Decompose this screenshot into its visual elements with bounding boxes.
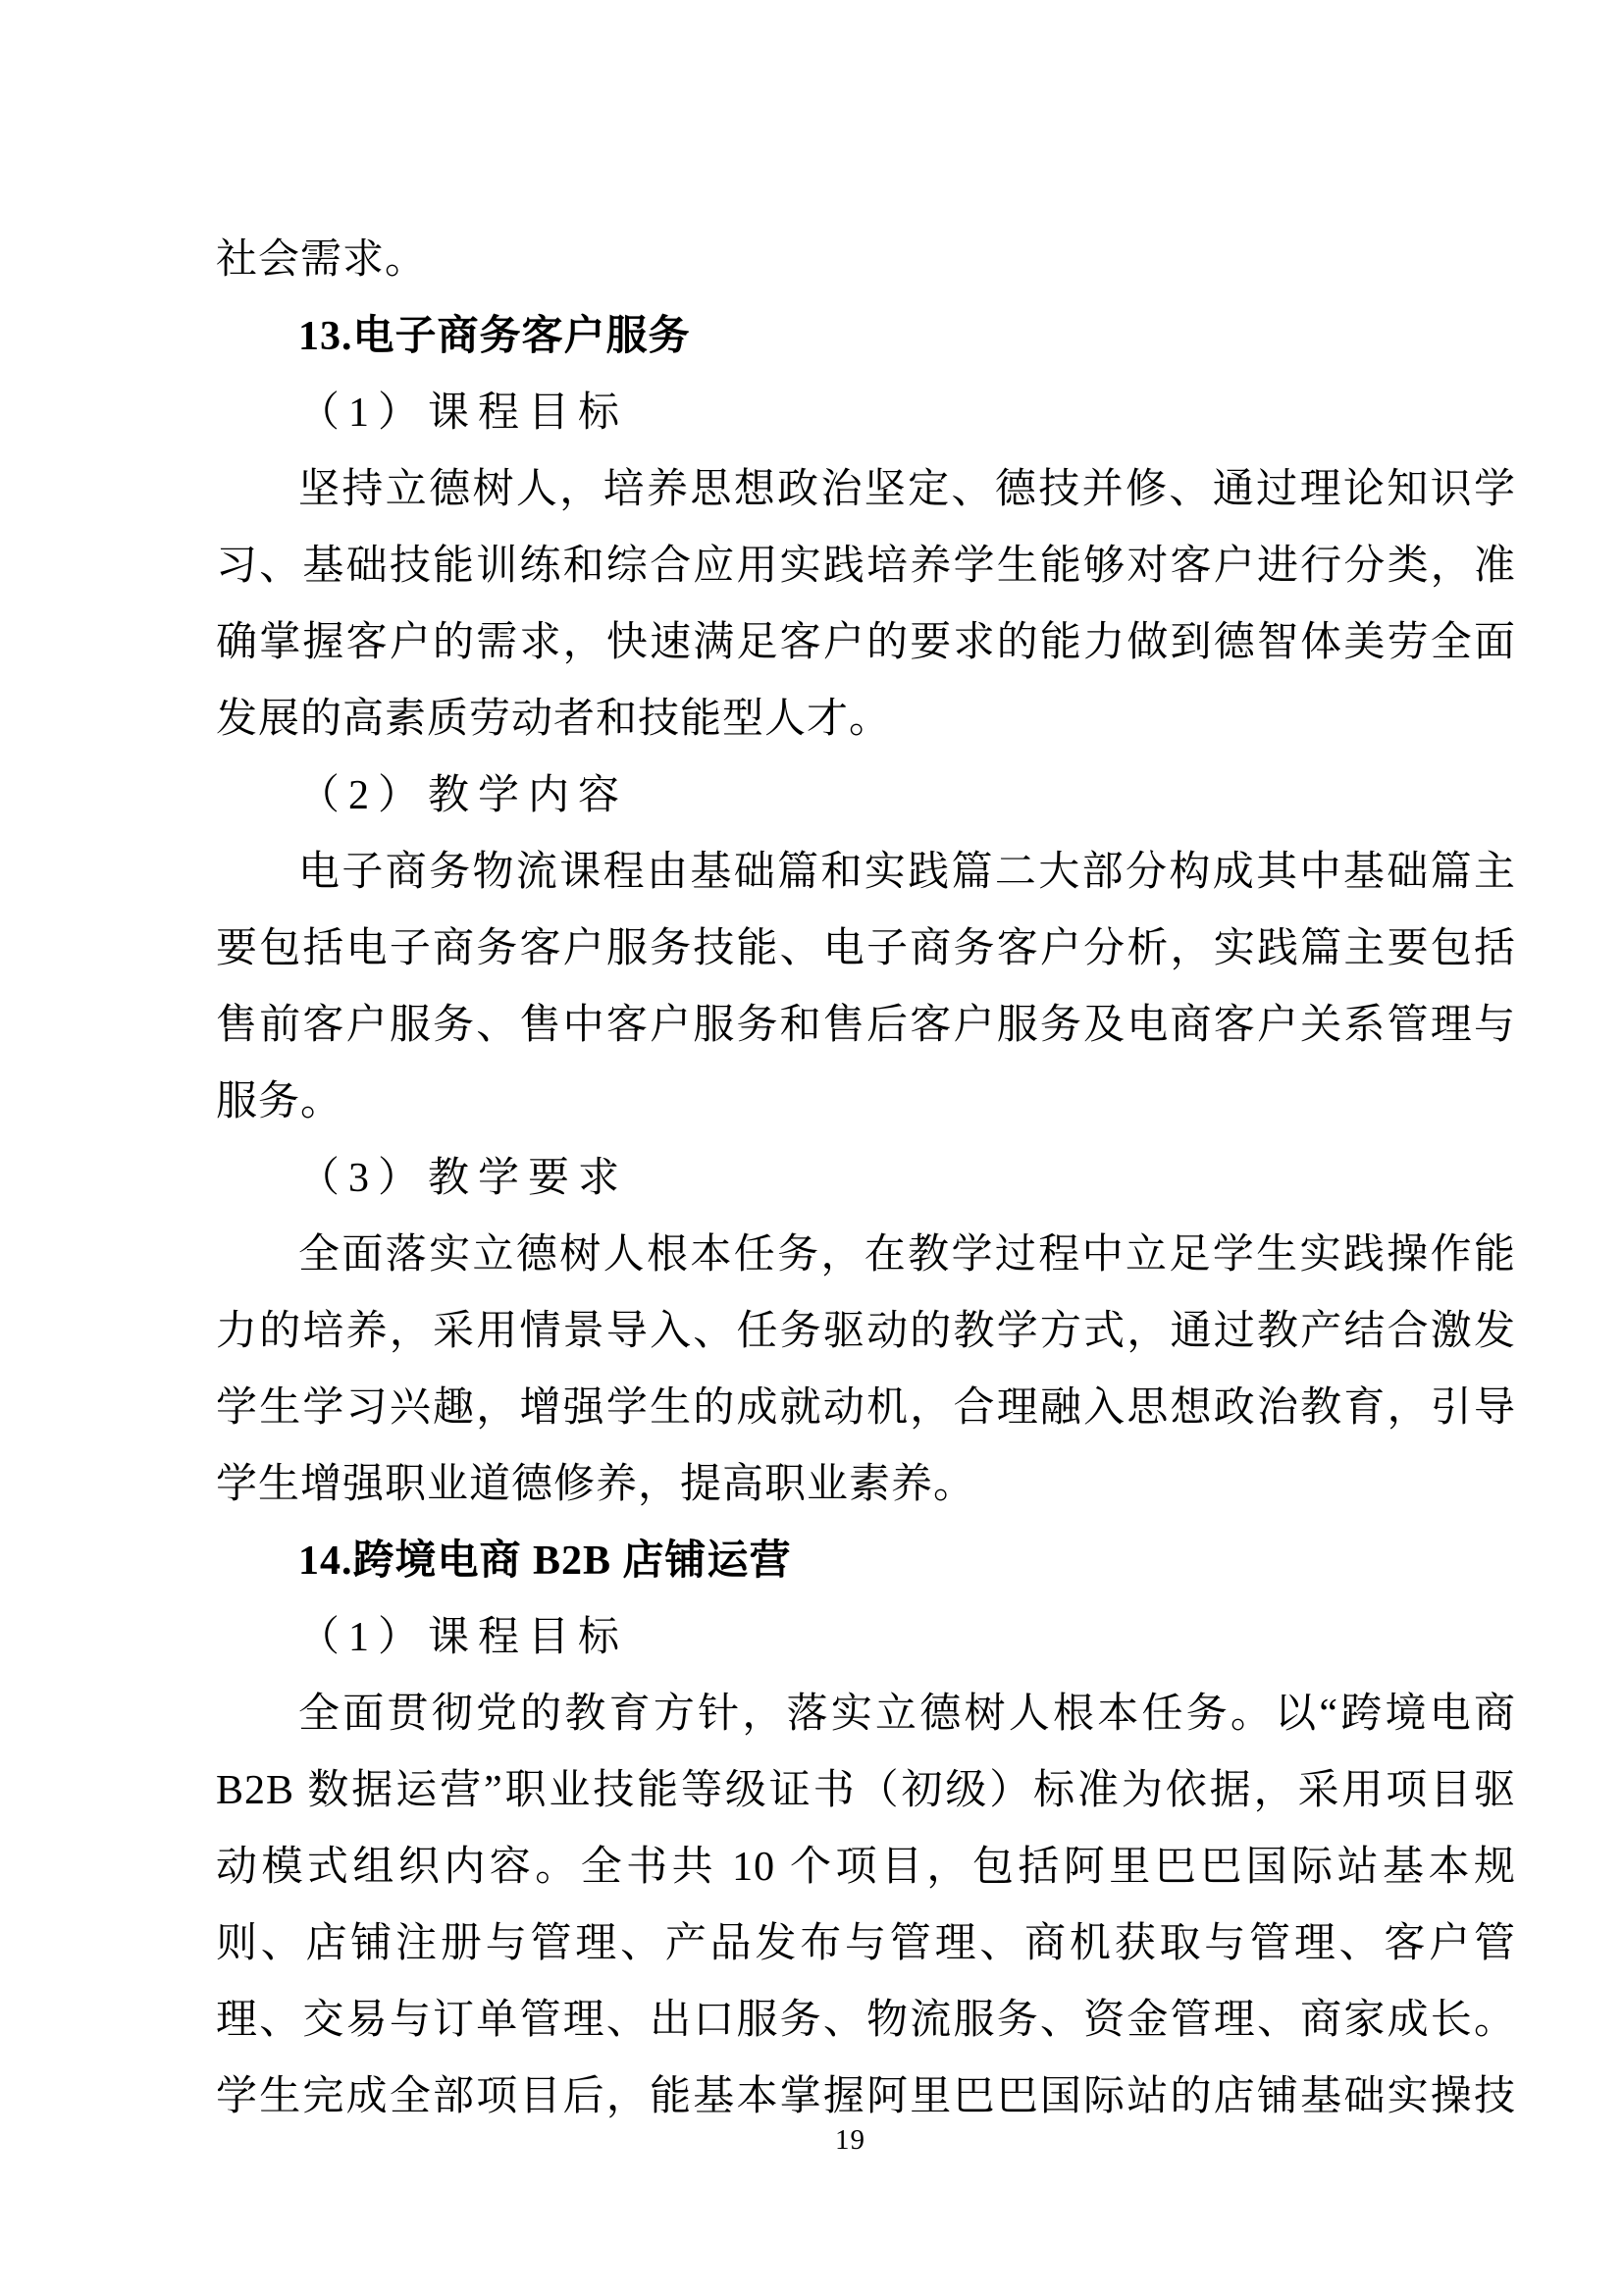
subsection-heading: （3）教学要求: [298, 1156, 629, 1201]
text-line: 发展的高素质劳动者和技能型人才。: [216, 697, 892, 742]
section-heading: 13.电子商务客户服务: [298, 314, 691, 359]
page-number: 19: [835, 2124, 865, 2156]
text-line: 理、交易与订单管理、出口服务、物流服务、资金管理、商家成长。: [216, 1998, 1516, 2043]
text-line: 学生增强职业道德修养，提高职业素养。: [216, 1462, 976, 1507]
text-line: 力的培养，采用情景导入、任务驱动的教学方式，通过教产结合激发: [216, 1309, 1516, 1354]
text-line: 则、店铺注册与管理、产品发布与管理、商机获取与管理、客户管: [216, 1921, 1516, 1966]
text-line: 学生完成全部项目后，能基本掌握阿里巴巴国际站的店铺基础实操技: [216, 2074, 1516, 2119]
text-line: B2B 数据运营”职业技能等级证书（初级）标准为依据，采用项目驱: [216, 1768, 1516, 1813]
text-block: [216, 222, 1516, 2135]
subsection-heading: （2）教学内容: [298, 773, 629, 818]
text-line: 电子商务物流课程由基础篇和实践篇二大部分构成其中基础篇主: [298, 850, 1516, 895]
subsection-heading: （1）课程目标: [298, 1615, 629, 1660]
text-line: 学生学习兴趣，增强学生的成就动机，合理融入思想政治教育，引导: [216, 1385, 1516, 1431]
text-line: 全面贯彻党的教育方针，落实立德树人根本任务。以“跨境电商: [298, 1692, 1516, 1737]
text-line: 习、基础技能训练和综合应用实践培养学生能够对客户进行分类，准: [216, 544, 1516, 589]
text-line: 服务。: [216, 1079, 343, 1124]
text-line: 要包括电子商务客户服务技能、电子商务客户分析，实践篇主要包括: [216, 926, 1516, 971]
text-line: 坚持立德树人，培养思想政治坚定、德技并修、通过理论知识学: [298, 467, 1516, 512]
text-line: 全面落实立德树人根本任务，在教学过程中立足学生实践操作能: [298, 1232, 1516, 1278]
text-line: 确掌握客户的需求，快速满足客户的要求的能力做到德智体美劳全面: [216, 620, 1516, 665]
subsection-heading: （1）课程目标: [298, 391, 629, 436]
text-line: 动模式组织内容。全书共 10 个项目，包括阿里巴巴国际站基本规: [216, 1845, 1516, 1890]
text-line: 社会需求。: [216, 237, 428, 283]
section-heading: 14.跨境电商 B2B 店铺运营: [298, 1539, 792, 1584]
text-line: 售前客户服务、售中客户服务和售后客户服务及电商客户关系管理与: [216, 1003, 1516, 1048]
